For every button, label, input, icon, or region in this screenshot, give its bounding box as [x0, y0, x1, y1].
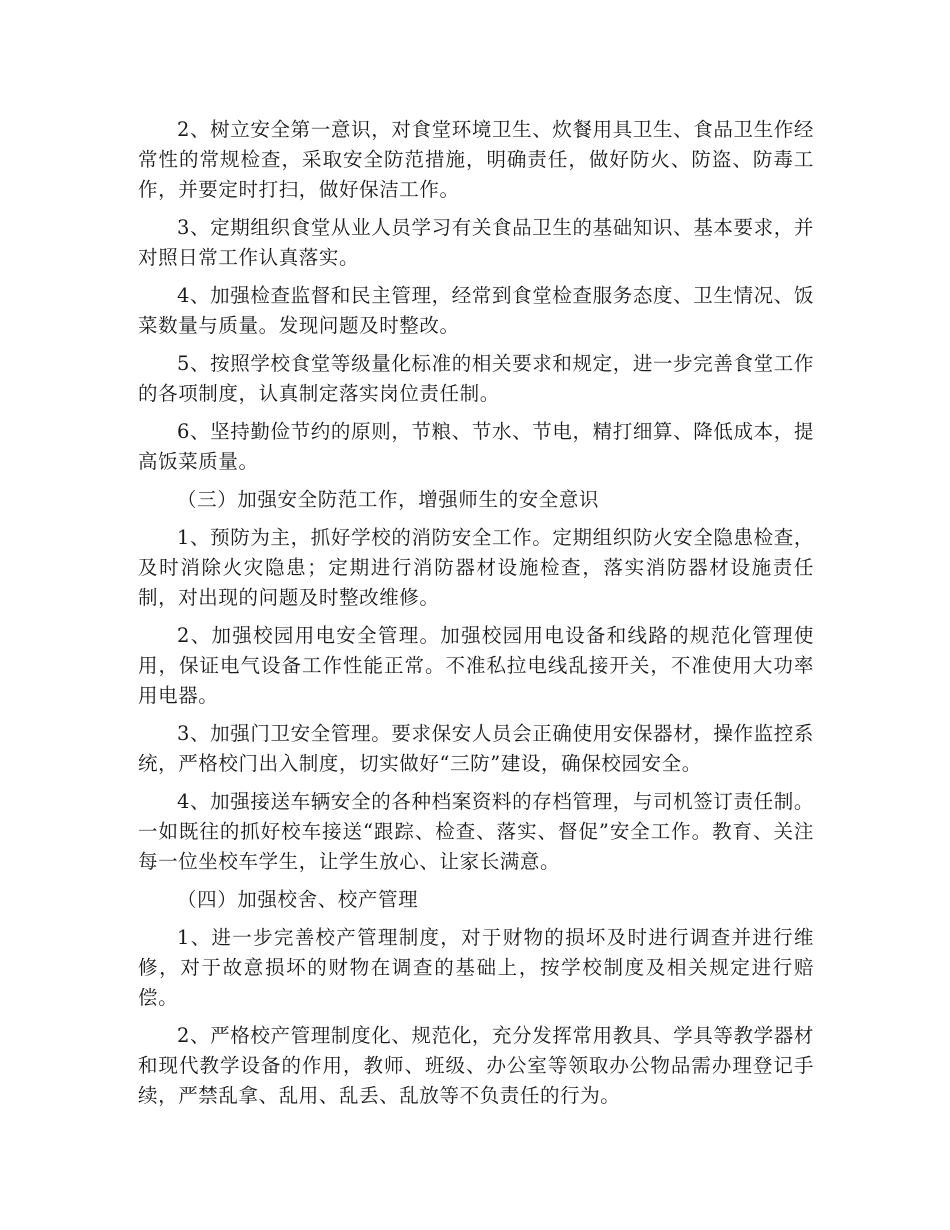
paragraph: 2、树立安全第一意识，对食堂环境卫生、炊餐用具卫生、食品卫生作经常性的常规检查，采取安全防范措施，明确责任，做好防火、防盗、防毒工作，并要定时打扫，做好保洁工作。 — [138, 118, 814, 201]
paragraph: 1、预防为主，抓好学校的消防安全工作。定期组织防火安全隐患检查，及时消除火灾隐患；定期进行消防器材设施检查，落实消防器材设施责任制，对出现的问题及时整改维修。 — [138, 526, 814, 609]
paragraph: 6、坚持勤俭节约的原则，节粮、节水、节电，精打细算、降低成本，提高饭菜质量。 — [138, 420, 814, 473]
paragraph: 4、加强检查监督和民主管理，经常到食堂检查服务态度、卫生情况、饭菜数量与质量。发现问题及时整改。 — [138, 284, 814, 337]
document-page — [138, 115, 814, 1111]
paragraph: 3、加强门卫安全管理。要求保安人员会正确使用安保器材，操作监控系统，严格校门出入制度，切实做好“三防”建设，确保校园安全。 — [138, 722, 814, 775]
paragraph: 2、严格校产管理制度化、规范化，充分发挥常用教具、学具等教学器材和现代教学设备的作用，教师、班级、办公室等领取办公物品需办理登记手续，严禁乱拿、乱用、乱丢、乱放等不负责任的行为。 — [138, 1024, 814, 1107]
paragraph: 1、进一步完善校产管理制度，对于财物的损坏及时进行调查并进行维修，对于故意损坏的财物在调查的基础上，按学校制度及相关规定进行赔偿。 — [138, 926, 814, 1009]
section-heading: （四）加强校舍、校产管理 — [177, 888, 419, 911]
paragraph: 2、加强校园用电安全管理。加强校园用电设备和线路的规范化管理使用，保证电气设备工作性能正常。不准私拉电线乱接开关，不准使用大功率用电器。 — [138, 624, 814, 707]
section-heading: （三）加强安全防范工作，增强师生的安全意识 — [177, 488, 600, 511]
paragraph: 5、按照学校食堂等级量化标准的相关要求和规定，进一步完善食堂工作的各项制度，认真制定落实岗位责任制。 — [138, 352, 814, 405]
paragraph: 4、加强接送车辆安全的各种档案资料的存档管理，与司机签订责任制。一如既往的抓好校车接送“跟踪、检查、落实、督促”安全工作。教育、关注每一位坐校车学生，让学生放心、让家长满意。 — [138, 790, 814, 873]
paragraph: 3、定期组织食堂从业人员学习有关食品卫生的基础知识、基本要求，并对照日常工作认真落实。 — [138, 216, 814, 269]
